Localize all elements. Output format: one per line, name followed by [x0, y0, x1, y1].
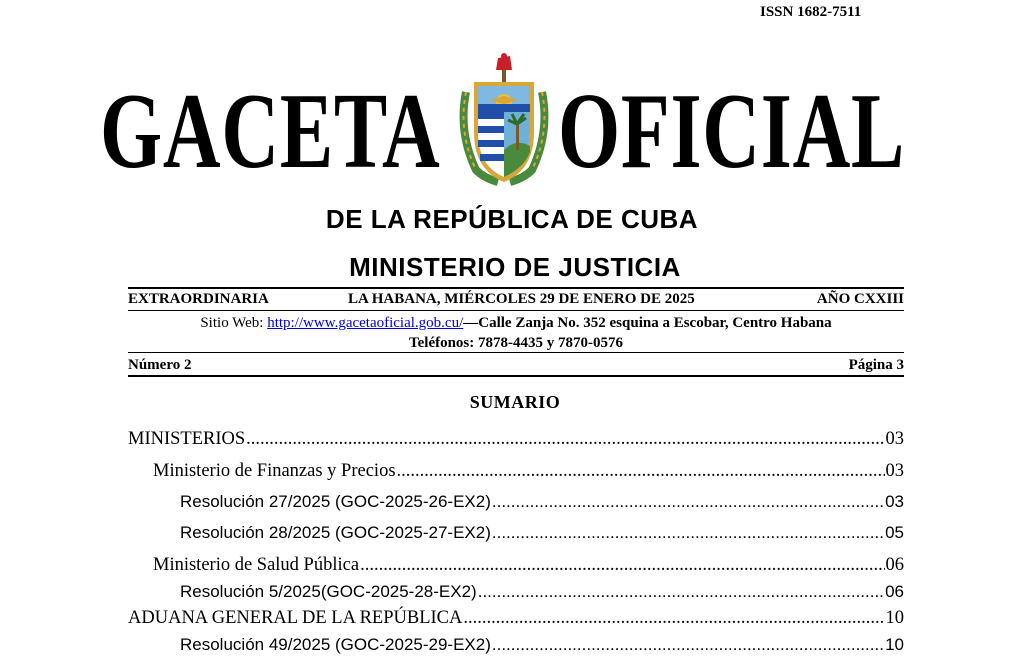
toc-entry-label: Ministerio de Salud Pública: [153, 555, 360, 575]
toc-entry[interactable]: [180, 522, 904, 544]
toc-entry[interactable]: [128, 607, 904, 629]
toc-leader: [463, 607, 884, 629]
toc-entry-label: Ministerio de Finanzas y Precios: [153, 461, 396, 481]
toc-entry-page: 10: [885, 608, 904, 628]
issn-label: ISSN 1682-7511: [760, 4, 862, 20]
toc-entry-page: 03: [885, 461, 904, 481]
toc-leader: [478, 581, 884, 603]
contact-line: [128, 314, 904, 332]
masthead-gaceta: GACETA: [100, 72, 441, 191]
ministry-title: MINISTERIO DE JUSTICIA: [349, 252, 681, 282]
summary-title: SUMARIO: [469, 392, 561, 412]
toc-entry-label: Resolución 5/2025(GOC-2025-28-EX2): [180, 582, 477, 601]
toc-entry-page: 05: [885, 523, 904, 542]
toc-entry[interactable]: [128, 428, 904, 450]
toc-entry-label: Resolución 49/2025 (GOC-2025-29-EX2): [180, 635, 491, 654]
toc-leader: [492, 634, 884, 656]
phones-line: Teléfonos: 7878-4435 y 7870-0576: [408, 335, 624, 351]
date-line: LA HABANA, MIÉRCOLES 29 DE ENERO DE 2025: [348, 291, 695, 307]
toc-entry[interactable]: [180, 581, 904, 603]
edition-label: EXTRAORDINARIA: [128, 291, 269, 307]
divider: [128, 352, 904, 353]
toc-leader: [492, 491, 884, 513]
divider: [128, 310, 904, 311]
coat-of-arms-icon: [454, 52, 554, 192]
toc-entry-page: 10: [885, 635, 904, 654]
masthead: [100, 52, 930, 200]
toc-entry-label: MINISTERIOS: [128, 429, 246, 449]
toc-leader: [492, 522, 884, 544]
web-label: Sitio Web:: [200, 315, 264, 331]
toc-entry-label: Resolución 27/2025 (GOC-2025-26-EX2): [180, 492, 491, 511]
toc-entry[interactable]: [153, 460, 904, 482]
divider: [128, 287, 904, 289]
toc-entry-page: 06: [885, 582, 904, 601]
toc-leader: [360, 554, 884, 576]
masthead-subtitle: DE LA REPÚBLICA DE CUBA: [325, 204, 699, 234]
toc-leader: [246, 428, 884, 450]
divider: [128, 375, 904, 377]
toc-entry-page: 03: [885, 492, 904, 511]
masthead-oficial: OFICIAL: [558, 72, 906, 191]
address-text: —Calle Zanja No. 352 esquina a Escobar, Centro Habana: [463, 315, 832, 331]
toc-leader: [397, 460, 885, 482]
toc-entry-page: 06: [885, 555, 904, 575]
toc-entry-label: ADUANA GENERAL DE LA REPÚBLICA: [128, 608, 463, 628]
toc-entry[interactable]: [180, 634, 904, 656]
year-label: AÑO CXXIII: [816, 291, 904, 307]
toc-entry-page: 03: [885, 429, 904, 449]
toc-entry[interactable]: [153, 554, 904, 576]
issue-bar: [128, 356, 904, 374]
issue-number: Número 2: [128, 357, 192, 373]
toc-entry-label: Resolución 28/2025 (GOC-2025-27-EX2): [180, 523, 491, 542]
website-link[interactable]: http://www.gacetaoficial.gob.cu/: [267, 315, 464, 331]
toc-entry[interactable]: [180, 491, 904, 513]
page-number: Página 3: [848, 357, 904, 373]
